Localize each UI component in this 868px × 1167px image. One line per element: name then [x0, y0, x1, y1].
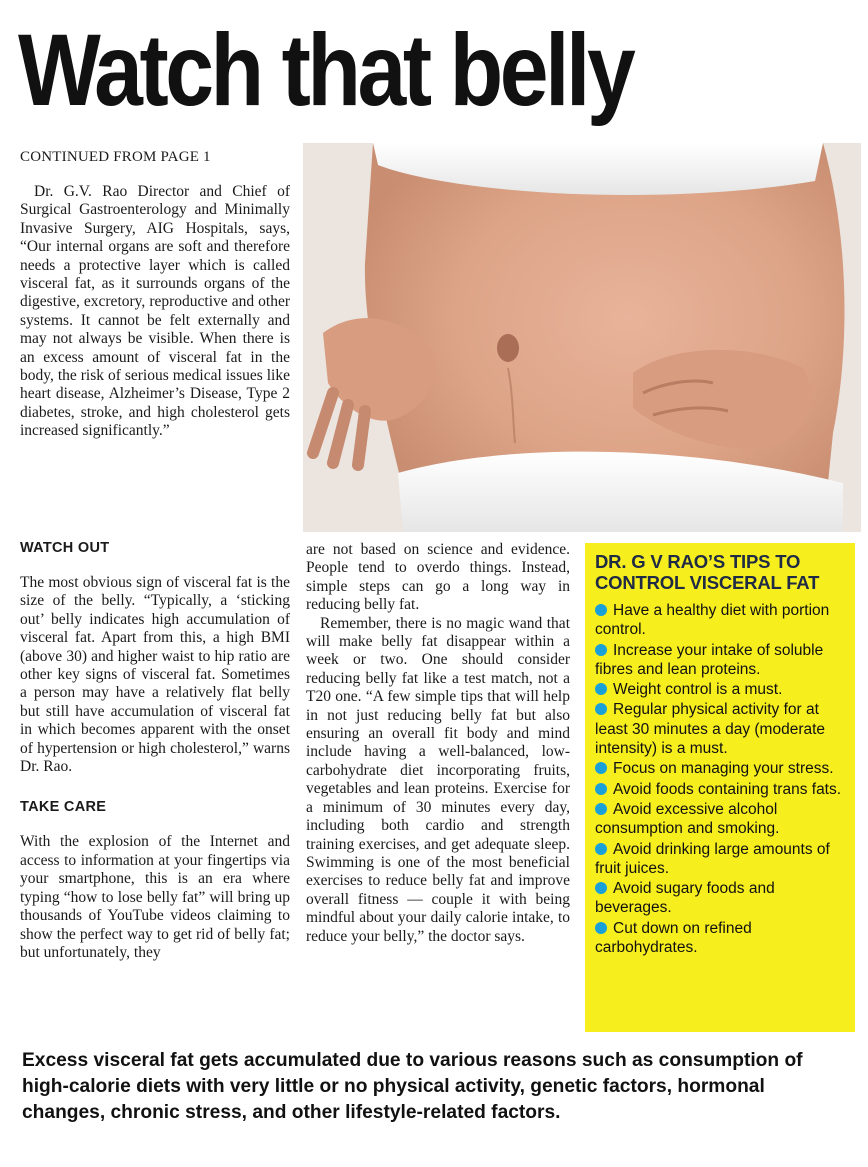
tip-item	[595, 879, 845, 918]
tip-item	[595, 680, 845, 699]
section-heading-take-care: TAKE CARE	[20, 799, 107, 816]
bullet-icon	[595, 882, 607, 894]
tip-text: Avoid drinking large amounts of fruit juices.	[595, 840, 830, 877]
bullet-icon	[595, 922, 607, 934]
tip-text: Avoid foods containing trans fats.	[613, 780, 842, 798]
tip-item	[595, 601, 845, 640]
left-column	[20, 539, 290, 962]
tip-item	[595, 700, 845, 758]
tip-text: Avoid sugary foods and beverages.	[595, 880, 775, 917]
tip-item	[595, 780, 845, 799]
middle-paragraph-2: Remember, there is no magic wand that will make belly fat disappear within a week or two. One should consider reducing belly fat like a test match, not a T20 one. “A few simple tips that will help in not just reducing belly fat but also ensuring an overall fit body and mind include having a well-balanced, low-carbohydrate diet incorporating fruits, vegetables and lean proteins. Exercise for a minimum of 30 minutes every day, including both cardio and strength training exercises, and get adequate sleep. Swimming is one of the most beneficial exercises to reduce belly fat and improve overall fitness — couple it with being mindful about your daily calorie intake, to reduce your belly,” the doctor says.	[306, 614, 570, 945]
tip-text: Avoid excessive alcohol consumption and smoking.	[595, 800, 780, 838]
bullet-icon	[595, 604, 607, 616]
bullet-icon	[595, 703, 607, 715]
tip-item	[595, 641, 845, 680]
take-care-paragraph: With the explosion of the Internet and access to information at your fingertips via your smartphone, this is an era where typing “how to lose belly fat” will bring up thousands of YouTube videos claiming to show the perfect way to get rid of belly fat; but unfortunately, they	[20, 833, 290, 961]
bullet-icon	[595, 803, 607, 815]
tip-text: Weight control is a must.	[613, 681, 783, 699]
section-heading-watch-out: WATCH OUT	[20, 540, 110, 556]
intro-paragraph: Dr. G.V. Rao Director and Chief of Surgical Gastroenterology and Minimally Invasive Surgery, AIG Hospitals, says, “Our internal organs are soft and therefore needs a protective layer which is called visceral fat, as it surrounds organs of the digestive, excretory, reproductive and other systems. It cannot be felt externally and may not always be visible. When there is an excess amount of visceral fat in the body, the risk of serious medical issues like heart disease, Alzheimer’s Disease, Type 2 diabetes, stroke, and high cholesterol gets increased significantly.”	[20, 183, 290, 440]
continued-label: CONTINUED FROM PAGE 1	[20, 149, 211, 165]
tip-item	[595, 759, 845, 778]
belly-photo	[303, 143, 861, 532]
tips-box	[585, 543, 855, 1032]
page-title: Watch that belly	[18, 13, 633, 127]
watch-out-paragraph: The most obvious sign of visceral fat is the size of the belly. “Typically, a ‘sticking out’ belly indicates high accumulation of visceral fat. Apart from this, a high BMI (above 30) and higher waist to hip ratio are other key signs of visceral fat. Sometimes a person may have a relatively flat belly but still have accumulation of visceral fat in which becomes apparent with the onset of hypertension or high cholesterol,” warns Dr. Rao.	[20, 574, 290, 776]
tip-text: Increase your intake of soluble fibres and lean proteins.	[595, 641, 824, 678]
bullet-icon	[595, 762, 607, 774]
middle-paragraph-1: are not based on science and evidence. People tend to overdo things. Instead, simple steps can go a long way in reducing belly fat.	[306, 541, 570, 614]
tip-text: Cut down on refined carbohydrates.	[595, 919, 752, 957]
tip-text: Have a healthy diet with portion control.	[595, 602, 830, 639]
tip-item	[595, 840, 845, 879]
tips-title: DR. G V RAO’S TIPS TO CONTROL VISCERAL FAT	[595, 551, 820, 593]
tip-text: Regular physical activity for at least 30 minutes a day (moderate intensity) is a must.	[595, 701, 826, 758]
footer-summary: Excess visceral fat gets accumulated due to various reasons such as consumption of high-calorie diets with very little or no physical activity, genetic factors, hormonal changes, chronic stress, and other lifestyle-related factors.	[22, 1050, 803, 1123]
tip-item	[595, 800, 845, 839]
bullet-icon	[595, 843, 607, 855]
tip-item	[595, 919, 845, 958]
belly-photo-illustration	[303, 143, 861, 532]
middle-column	[306, 541, 570, 946]
bullet-icon	[595, 783, 607, 795]
bullet-icon	[595, 644, 607, 656]
tip-text: Focus on managing your stress.	[613, 760, 834, 778]
bullet-icon	[595, 683, 607, 695]
intro-column	[20, 183, 290, 441]
